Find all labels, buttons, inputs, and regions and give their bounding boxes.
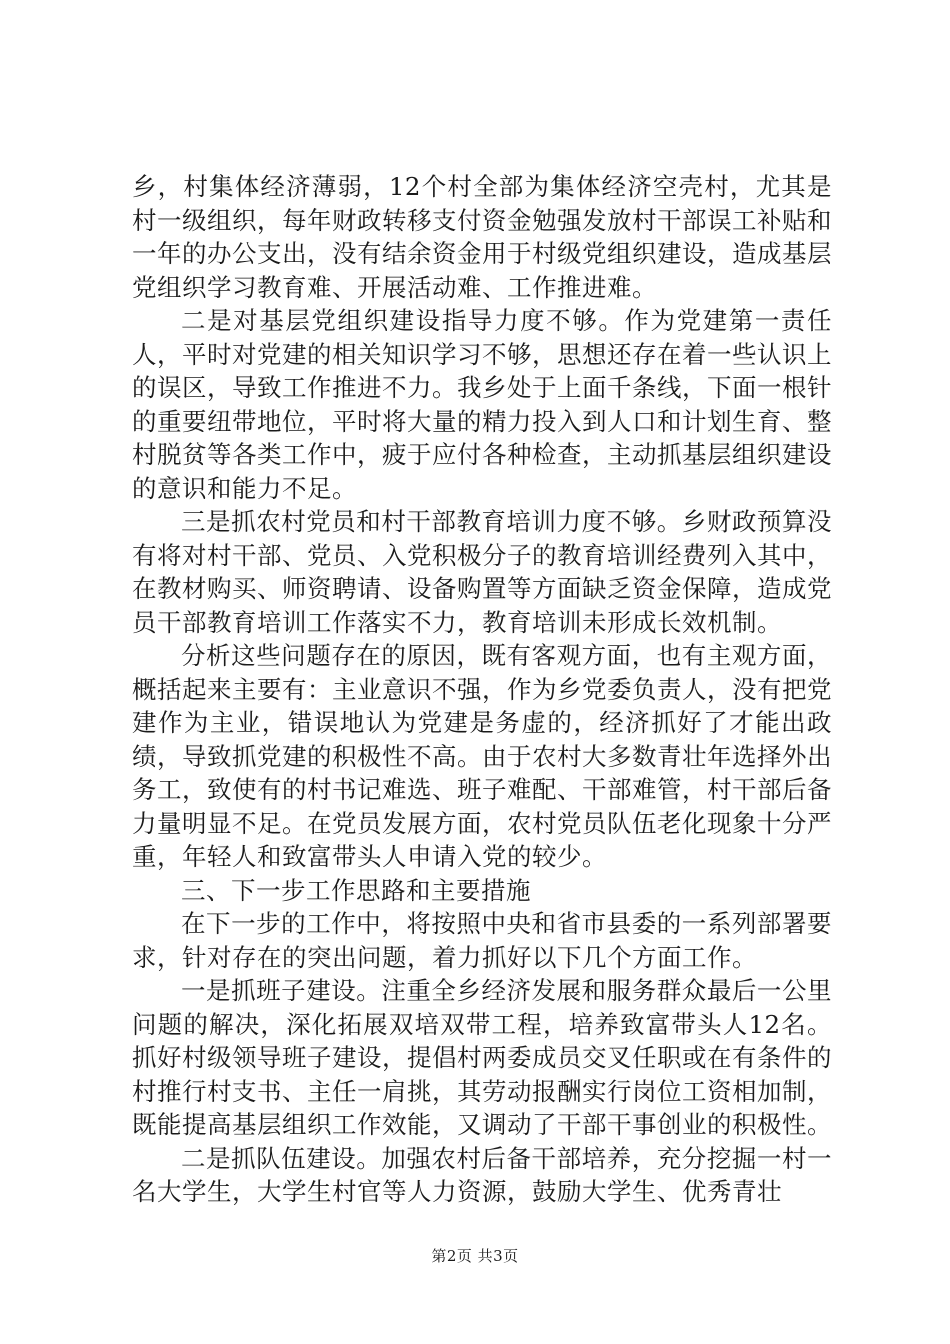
paragraph-2: 二是对基层党组织建设指导力度不够。作为党建第一责任人，平时对党建的相关知识学习不够，思想还存在着一些认识上的误区，导致工作推进不力。我乡处于上面千条线，下面一根针的重要纽带地位，平时将大量的精力投入到人口和计划生育、整村脱贫等各类工作中，疲于应付各种检查，主动抓基层组织建设的意识和能力不足。 (132, 306, 832, 503)
paragraph-4: 分析这些问题存在的原因，既有客观方面，也有主观方面，概括起来主要有：主业意识不强，作为乡党委负责人，没有把党建作为主业，错误地认为党建是务虚的，经济抓好了才能出政绩，导致抓党建的积极性不高。由于农村大多数青壮年选择外出务工，致使有的村书记难选、班子难配、干部难管，村干部后备力量明显不足。在党员发展方面，农村党员队伍老化现象十分严重，年轻人和致富带头人申请入党的较少。 (132, 641, 832, 871)
paragraph-6: 一是抓班子建设。注重全乡经济发展和服务群众最后一公里问题的解决，深化拓展双培双带工程，培养致富带头人12名。抓好村级领导班子建设，提倡村两委成员交叉任职或在有条件的村推行村支书、主任一肩挑，其劳动报酬实行岗位工资相加制，既能提高基层组织工作效能，又调动了干部干事创业的积极性。 (132, 976, 832, 1139)
paragraph-7: 二是抓队伍建设。加强农村后备干部培养，充分挖掘一村一名大学生，大学生村官等人力资源，鼓励大学生、优秀青壮 (132, 1143, 832, 1206)
paragraph-3: 三是抓农村党员和村干部教育培训力度不够。乡财政预算没有将对村干部、党员、入党积极分子的教育培训经费列入其中，在教材购买、师资聘请、设备购置等方面缺乏资金保障，造成党员干部教育培训工作落实不力，教育培训未形成长效机制。 (132, 507, 832, 637)
document-body (132, 170, 832, 1209)
paragraph-5: 在下一步的工作中，将按照中央和省市县委的一系列部署要求，针对存在的突出问题，着力抓好以下几个方面工作。 (132, 909, 832, 972)
paragraph-1: 乡，村集体经济薄弱，12个村全部为集体经济空壳村，尤其是村一级组织，每年财政转移支付资金勉强发放村干部误工补贴和一年的办公支出，没有结余资金用于村级党组织建设，造成基层党组织学习教育难、开展活动难、工作推进难。 (132, 172, 832, 302)
page-footer: 第2页 共3页 (431, 1247, 519, 1265)
section-heading: 三、下一步工作思路和主要措施 (181, 875, 531, 905)
